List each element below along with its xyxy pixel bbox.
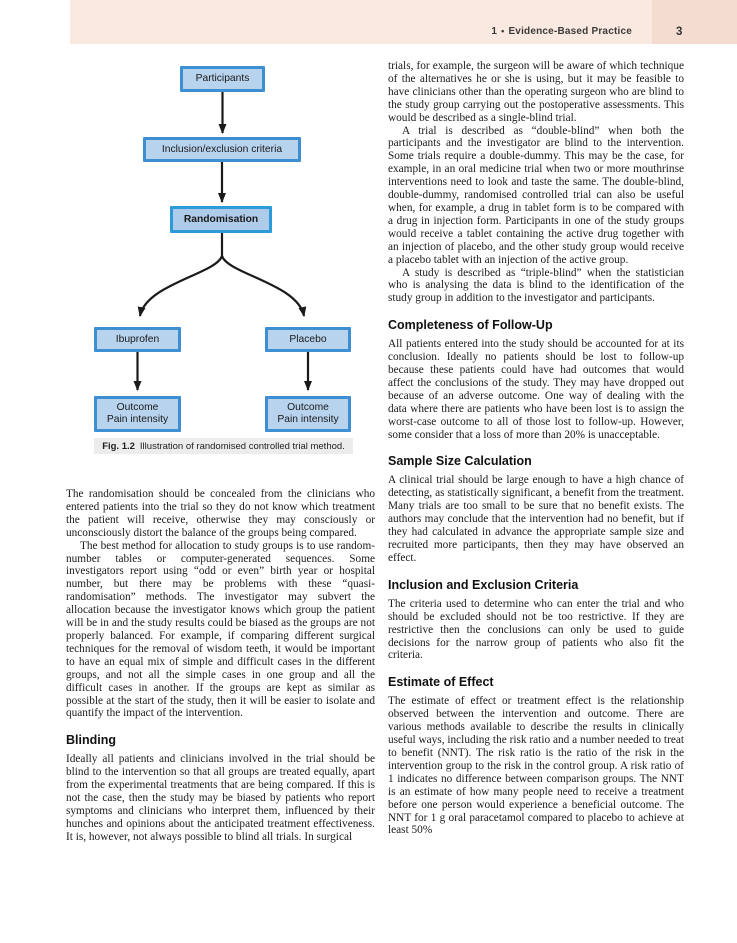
- arrow-randomisation-to-placebo: [222, 256, 304, 316]
- paragraph-estimate-of-effect: The estimate of effect or treatment effect is the relationship observed between the intervention and outcome. There are various methods available to describe the results in clinically useful ways, including the risk ratio and a number needed to treat to benefit (NNT). The risk ratio is the ratio of the risk in the intervention group to the risk in the control group. A risk ratio of 1 indicates no difference between comparison groups. The NNT is an estimate of how many people need to receive a treatment before one person would experience a beneficial outcome. The NNT for 1 g oral paracetamol compared to placebo to achieve at least 50%: [388, 695, 684, 837]
- node-label: Inclusion/exclusion criteria: [161, 143, 283, 155]
- section-heading-blinding: Blinding: [66, 733, 116, 748]
- chapter-title: Evidence-Based Practice: [508, 26, 632, 37]
- node-label: Participants: [195, 73, 250, 84]
- flowchart-node-outcome-ibuprofen: [94, 396, 181, 432]
- node-sublabel: Pain intensity: [277, 414, 339, 425]
- page-number-box: [652, 0, 737, 44]
- section-heading-inclusion-and-exclusion-criteria: Inclusion and Exclusion Criteria: [388, 577, 579, 592]
- node-label: Outcome: [116, 402, 159, 413]
- figure-caption-text: Illustration of randomised controlled trial method.: [139, 440, 345, 452]
- chapter-number: 1: [491, 26, 498, 37]
- paragraph-blinding: Ideally all patients and clinicians involved in the trial should be blind to the intervention so that all groups are treated equally, apart from the experimental treatments that are being compared. If this is not the case, then the study may be biased by patients who report symptoms and clinicians who interpret them, influenced by their hunches and opinions about the anticipated treatment effectiveness. It is, however, not always possible to blind all trials. In surgical: [66, 753, 375, 843]
- section-heading-sample-size-calculation: Sample Size Calculation: [388, 454, 532, 469]
- flowchart-arrows: [66, 60, 375, 454]
- page-header: [70, 0, 737, 44]
- node-label: Outcome: [287, 402, 329, 413]
- paragraph-inclusion-exclusion: The criteria used to determine who can enter the trial and who should be excluded should not be too restrictive. If they are restrictive then the conclusions can only be used to guide decisions for the narrow group of patients who also fit the criteria.: [388, 597, 684, 662]
- running-head: [491, 26, 632, 37]
- flowchart-node-outcome-placebo: [265, 396, 351, 432]
- paragraph-randomisation-concealed: The randomisation should be concealed from the clinicians who entered patients into the trial so they do not know which treatment the patient will receive, otherwise they may consciously or unconsciously distort the balance of the groups being compared.: [66, 488, 375, 539]
- flowchart-node-placebo: [265, 327, 351, 352]
- flowchart-node-inclusion-exclusion-criteria: [143, 137, 301, 162]
- paragraph-triple-blind: A study is described as “triple-blind” when the statistician who is analysing the data is blind to the identification of the study group in addition to the investigator and participants.: [388, 266, 684, 305]
- paragraph-follow-up: All patients entered into the study should be accounted for at its conclusion. Ideally no patients should be lost to follow-up because these patients could have had outcomes that would affect the conclusions of the study. They may have dropped out because of an adverse outcome. One way of dealing with the data where there are patients who have been lost is to assign the worst-case outcome to all of those lost to follow-up. However, some consider that a loss of more than 20% is unacceptable.: [388, 338, 684, 441]
- right-column: [388, 60, 684, 837]
- flowchart-node-ibuprofen: [94, 327, 181, 352]
- rct-flowchart-figure: [66, 60, 375, 454]
- flowchart-node-randomisation: [170, 206, 272, 233]
- section-heading-completeness-of-follow-up: Completeness of Follow-Up: [388, 318, 553, 333]
- figure-caption: [94, 438, 353, 454]
- arrow-randomisation-to-ibuprofen: [140, 256, 222, 316]
- section-heading-estimate-of-effect: Estimate of Effect: [388, 675, 494, 690]
- paragraph-single-blind: trials, for example, the surgeon will be aware of which technique of the alternatives he or she is using, but it may be feasible to have clinicians other than the operating surgeon who are blind to the study group carrying out the postoperative assessments. This would be described as a single-blind trial.: [388, 60, 684, 124]
- figure-caption-label: Fig. 1.2: [102, 440, 135, 452]
- node-label: Placebo: [289, 333, 327, 345]
- node-label: Ibuprofen: [115, 333, 160, 345]
- paragraph-double-blind: A trial is described as “double-blind” when both the participants and the investigator are blind to the intervention. Some trials require a double-dummy. This may be the case, for example, in an oral medicine trial when two or more mouthrinse interventions need to look and taste the same. The double-blind, double-dummy, randomised controlled trial can also be useful when, for example, a drug in tablet form is to be compared with a drug in injection form. Participants in one of the study groups would receive a tablet containing the active drug together with an injection of placebo, and the other study group would receive a placebo tablet with an injection of the active group.: [388, 124, 684, 266]
- flowchart-node-participants: [180, 66, 265, 92]
- left-column: [66, 60, 375, 844]
- bullet-separator: •: [501, 26, 505, 36]
- paragraph-sample-size: A clinical trial should be large enough to have a high chance of detecting, as statistically significant, a benefit from the treatment. Many trials are too small to be sure that no benefit exists. The authors may conclude that the intervention had no benefit, but if they had calculated in advance the appropriate sample size and recruited more participants, then they may have observed an effect.: [388, 474, 684, 564]
- node-sublabel: Pain intensity: [106, 414, 169, 425]
- paragraph-allocation-methods: The best method for allocation to study groups is to use random-number tables or computer-generated sequences. Some investigators report using “odd or even” birth year or hospital number, but there may be problems with these “quasi-randomisation” methods. The investigator may subvert the allocation because the investigator knows which group the patient will be in and the study results could be biased as the groups are not properly balanced. For example, if comparing different surgical techniques for the removal of wisdom teeth, it would be important to have an equal mix of simple and difficult cases in the different groups, and not all the simple cases in one group and all the difficult cases in another. If the groups are kept as similar as possible at the start of the study, then it will be easier to isolate and quantify the impact of the intervention.: [66, 539, 375, 720]
- page-number: 3: [676, 26, 683, 38]
- node-label: Randomisation: [183, 213, 259, 225]
